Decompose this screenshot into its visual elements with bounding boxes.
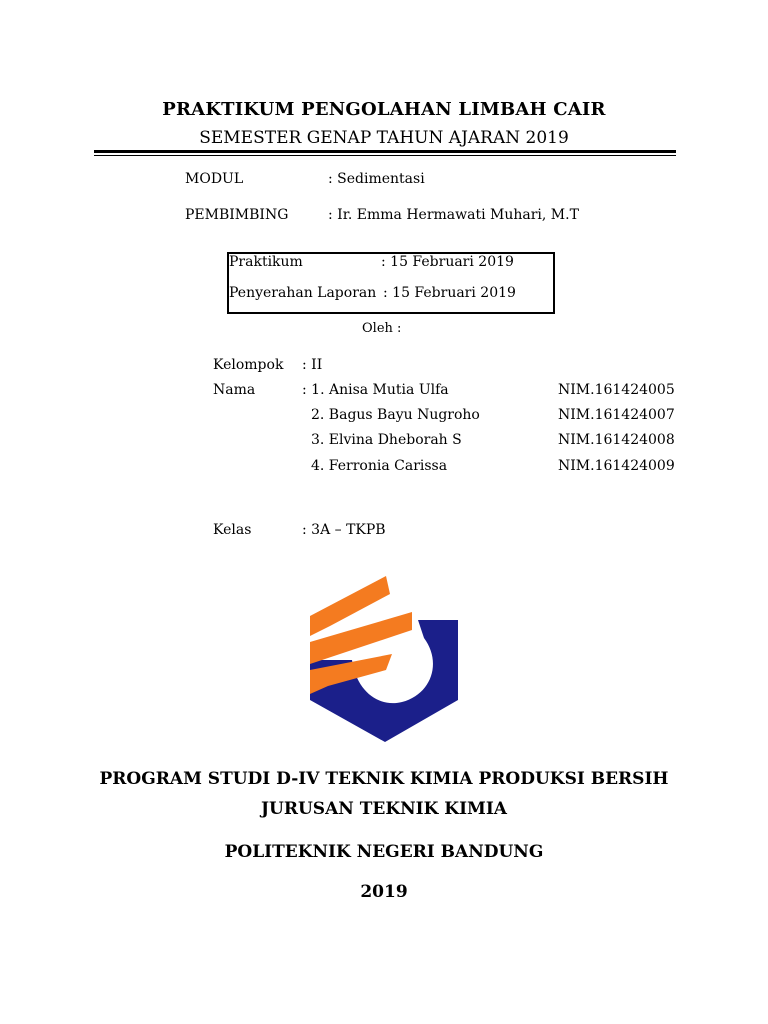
institution-name: POLITEKNIK NEGERI BANDUNG bbox=[224, 842, 544, 862]
modul-value: : Sedimentasi bbox=[328, 171, 425, 187]
member-nim: NIM.161424005 bbox=[558, 382, 675, 398]
kelompok-value: : II bbox=[302, 357, 323, 373]
oleh-label: Oleh : bbox=[362, 321, 402, 336]
document-year: 2019 bbox=[360, 882, 408, 902]
header-rule-thick bbox=[94, 150, 676, 153]
kelas-label: Kelas bbox=[213, 522, 252, 538]
document-subtitle: SEMESTER GENAP TAHUN AJARAN 2019 bbox=[199, 128, 569, 148]
polban-logo bbox=[300, 572, 470, 748]
document-title: PRAKTIKUM PENGOLAHAN LIMBAH CAIR bbox=[162, 99, 606, 120]
pembimbing-label: PEMBIMBING bbox=[185, 207, 289, 223]
penyerahan-label: Penyerahan Laporan bbox=[229, 285, 377, 301]
member-nim: NIM.161424007 bbox=[558, 407, 675, 423]
praktikum-label: Praktikum bbox=[229, 254, 303, 270]
program-studi: PROGRAM STUDI D-IV TEKNIK KIMIA PRODUKSI BERSIH bbox=[99, 769, 669, 789]
praktikum-date: : 15 Februari 2019 bbox=[381, 254, 514, 270]
penyerahan-date: : 15 Februari 2019 bbox=[383, 285, 516, 301]
member-name: 2. Bagus Bayu Nugroho bbox=[311, 407, 480, 423]
pembimbing-value: : Ir. Emma Hermawati Muhari, M.T bbox=[328, 207, 579, 223]
member-nim: NIM.161424009 bbox=[558, 458, 675, 474]
member-name: 4. Ferronia Carissa bbox=[311, 458, 448, 474]
member-name: : 1. Anisa Mutia Ulfa bbox=[302, 382, 449, 398]
member-name: 3. Elvina Dheborah S bbox=[311, 432, 462, 448]
member-nim: NIM.161424008 bbox=[558, 432, 675, 448]
jurusan: JURUSAN TEKNIK KIMIA bbox=[260, 799, 507, 819]
kelas-value: : 3A – TKPB bbox=[302, 522, 386, 538]
modul-label: MODUL bbox=[185, 171, 244, 187]
kelompok-label: Kelompok bbox=[213, 357, 284, 373]
header-rule-thin bbox=[94, 155, 676, 156]
nama-label: Nama bbox=[213, 382, 256, 398]
